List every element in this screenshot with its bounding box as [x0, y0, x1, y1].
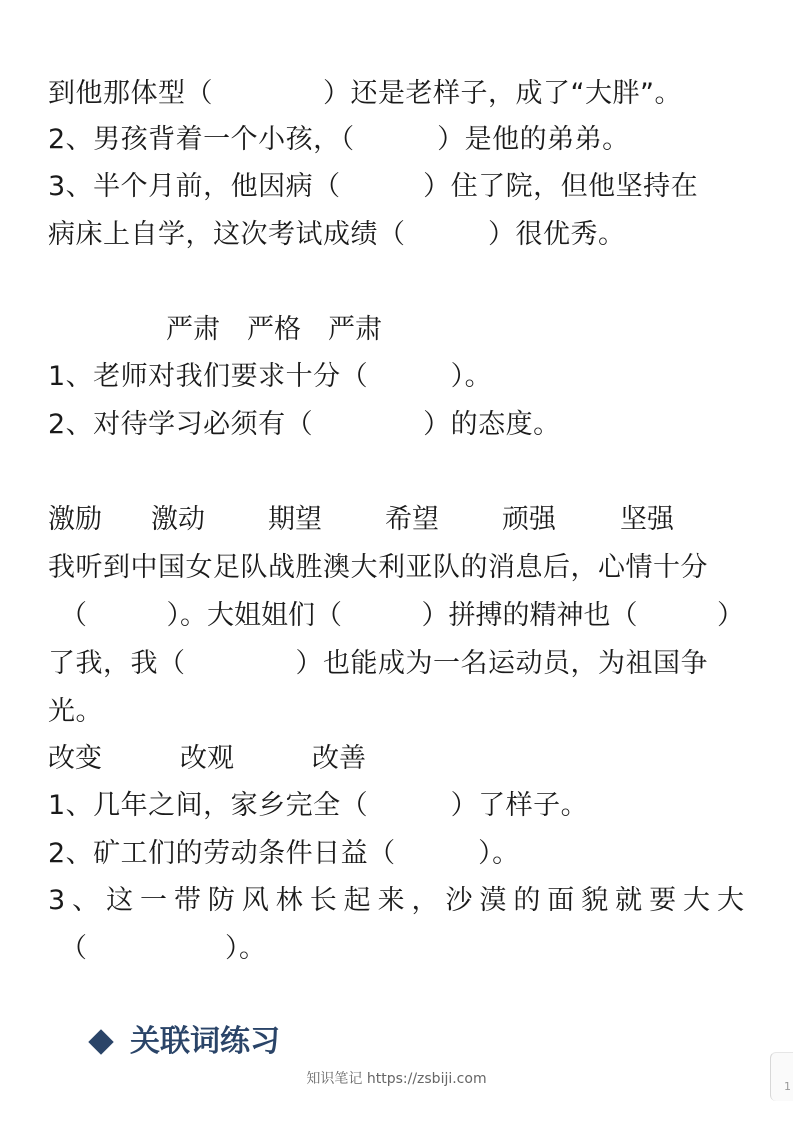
s1-line-3: 3、半个月前，他因病（ ）住了院，但他坚持在	[48, 171, 699, 202]
s4-word: 改善	[312, 743, 366, 774]
s4-line-3-char: 这	[106, 885, 134, 916]
section-heading	[88, 1020, 280, 1064]
s4-line-3-char: 来	[377, 885, 405, 916]
s4-word: 改观	[180, 743, 234, 774]
s4-line-3-char: 就	[615, 885, 643, 916]
s4-line-3-char: ，	[411, 885, 439, 916]
s4-line-3-char: 一	[140, 885, 167, 916]
page-number: 1	[784, 1080, 791, 1093]
s3-word: 希望	[385, 504, 439, 535]
s3-word: 顽强	[502, 504, 556, 535]
diamond-bullet-icon	[88, 1029, 113, 1054]
s4-word: 改变	[48, 743, 102, 774]
s4-line-3-char: 要	[649, 885, 677, 916]
s3-line-4: 光。	[48, 696, 103, 727]
s4-line-3-char: 、	[72, 885, 100, 916]
s2-word-bank: 严肃 严格 严肃	[166, 314, 382, 345]
s3-line-2-part: ）	[717, 600, 744, 631]
s4-line-3-char: 风	[241, 885, 269, 916]
s4-line-2: 2、矿工们的劳动条件日益（ ）。	[48, 838, 520, 869]
s2-line-2: 2、对待学习必须有（ ）的态度。	[48, 409, 561, 440]
s3-line-2-part: （	[60, 600, 87, 631]
s3-line-1: 我听到中国女足队战胜澳大利亚队的消息后，心情十分	[48, 552, 708, 583]
s3-line-2	[60, 596, 744, 636]
s4-line-4: （ ）。	[60, 933, 267, 964]
s4-line-3-char: 大	[716, 885, 744, 916]
s3-word: 期望	[268, 504, 322, 535]
s4-line-3-char: 漠	[479, 885, 507, 916]
s1-line-4: 病床上自学，这次考试成绩（ ）很优秀。	[48, 219, 626, 250]
s4-line-3-char: 沙	[445, 885, 473, 916]
page-corner-tab	[770, 1052, 793, 1101]
s3-line-2-part: ）拼搏的精神也（	[421, 600, 638, 631]
s3-word: 坚强	[620, 504, 674, 535]
s4-line-3-char: 面	[547, 885, 575, 916]
s4-line-3-char: 起	[343, 885, 371, 916]
s4-line-3-char: 大	[683, 885, 710, 916]
s4-line-3-char: 貌	[581, 885, 609, 916]
s4-line-3-char: 林	[275, 885, 303, 916]
s3-word: 激动	[151, 504, 205, 535]
s1-line-1: 到他那体型（ ）还是老样子，成了“大胖”。	[48, 78, 682, 109]
s1-line-2: 2、男孩背着一个小孩，（ ）是他的弟弟。	[48, 124, 630, 155]
s4-line-3-char: 的	[513, 885, 541, 916]
s3-line-3: 了我，我（ ）也能成为一名运动员，为祖国争	[48, 648, 708, 679]
s2-line-1: 1、老师对我们要求十分（ ）。	[48, 361, 493, 392]
s4-line-1: 1、几年之间，家乡完全（ ）了样子。	[48, 790, 589, 821]
s3-word: 激励	[48, 504, 102, 535]
section-heading-text: 关联词练习	[130, 1024, 280, 1059]
s4-line-3	[48, 881, 744, 921]
s4-line-3-char: 长	[309, 885, 337, 916]
s3-line-2-part: ）。大姐姐们（	[166, 600, 342, 631]
footer-watermark: 知识笔记 https://zsbiji.com	[306, 1071, 487, 1087]
s4-line-3-char: 3	[48, 885, 66, 916]
s4-line-3-char: 带	[173, 885, 201, 916]
s4-line-3-char: 防	[207, 885, 235, 916]
